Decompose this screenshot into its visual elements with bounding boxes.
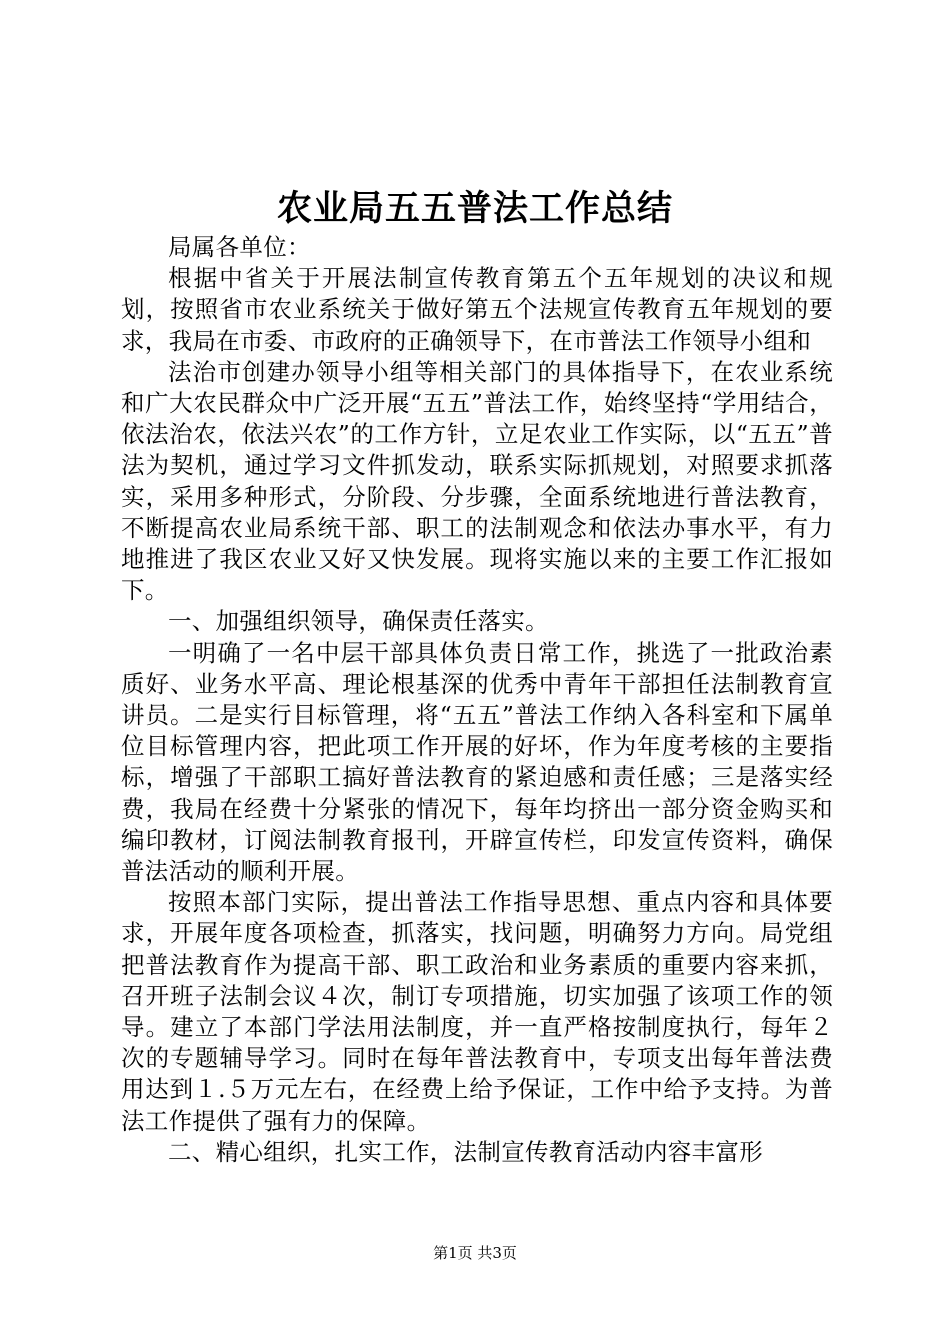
document-body — [121, 232, 833, 1168]
paragraph-1: 根据中省关于开展法制宣传教育第五个五年规划的决议和规划，按照省市农业系统关于做好第五个法规宣传教育五年规划的要求，我局在市委、市政府的正确领导下，在市普法工作领导小组和 — [121, 264, 833, 355]
section-heading-2: 二、精心组织，扎实工作，法制宣传教育活动内容丰富形 — [168, 1137, 763, 1166]
section-heading-1: 一、加强组织领导，确保责任落实。 — [168, 607, 549, 636]
paragraph-4: 按照本部门实际，提出普法工作指导思想、重点内容和具体要求，开展年度各项检查，抓落实，找问题，明确努力方向。局党组把普法教育作为提高干部、职工政治和业务素质的重要内容来抓，召开班子法制会议４次，制订专项措施，切实加强了该项工作的领导。建立了本部门学法用法制度，并一直严格按制度执行，每年２次的专题辅导学习。同时在每年普法教育中，专项支出每年普法费用达到１.５万元左右，在经费上给予保证，工作中给予支持。为普法工作提供了强有力的保障。 — [121, 888, 833, 1135]
document-title: 农业局五五普法工作总结 — [276, 188, 673, 229]
paragraph-2: 法治市创建办领导小组等相关部门的具体指导下，在农业系统和广大农民群众中广泛开展“五五”普法工作，始终坚持“学用结合，依法治农，依法兴农”的工作方针，立足农业工作实际，以“五五”普法为契机，通过学习文件抓发动，联系实际抓规划，对照要求抓落实，采用多种形式，分阶段、分步骤，全面系统地进行普法教育，不断提高农业局系统干部、职工的法制观念和依法办事水平，有力地推进了我区农业又好又快发展。现将实施以来的主要工作汇报如下。 — [121, 357, 833, 605]
salutation: 局属各单位： — [168, 233, 311, 261]
page-number-footer: 第1页 共3页 — [433, 1244, 517, 1262]
paragraph-3: 一明确了一名中层干部具体负责日常工作，挑选了一批政治素质好、业务水平高、理论根基深的优秀中青年干部担任法制教育宣讲员。二是实行目标管理，将“五五”普法工作纳入各科室和下属单位目标管理内容，把此项工作开展的好坏，作为年度考核的主要指标，增强了干部职工搞好普法教育的紧迫感和责任感；三是落实经费，我局在经费十分紧张的情况下，每年均挤出一部分资金购买和编印教材，订阅法制教育报刊，开辟宣传栏，印发宣传资料，确保普法活动的顺利开展。 — [121, 638, 833, 886]
